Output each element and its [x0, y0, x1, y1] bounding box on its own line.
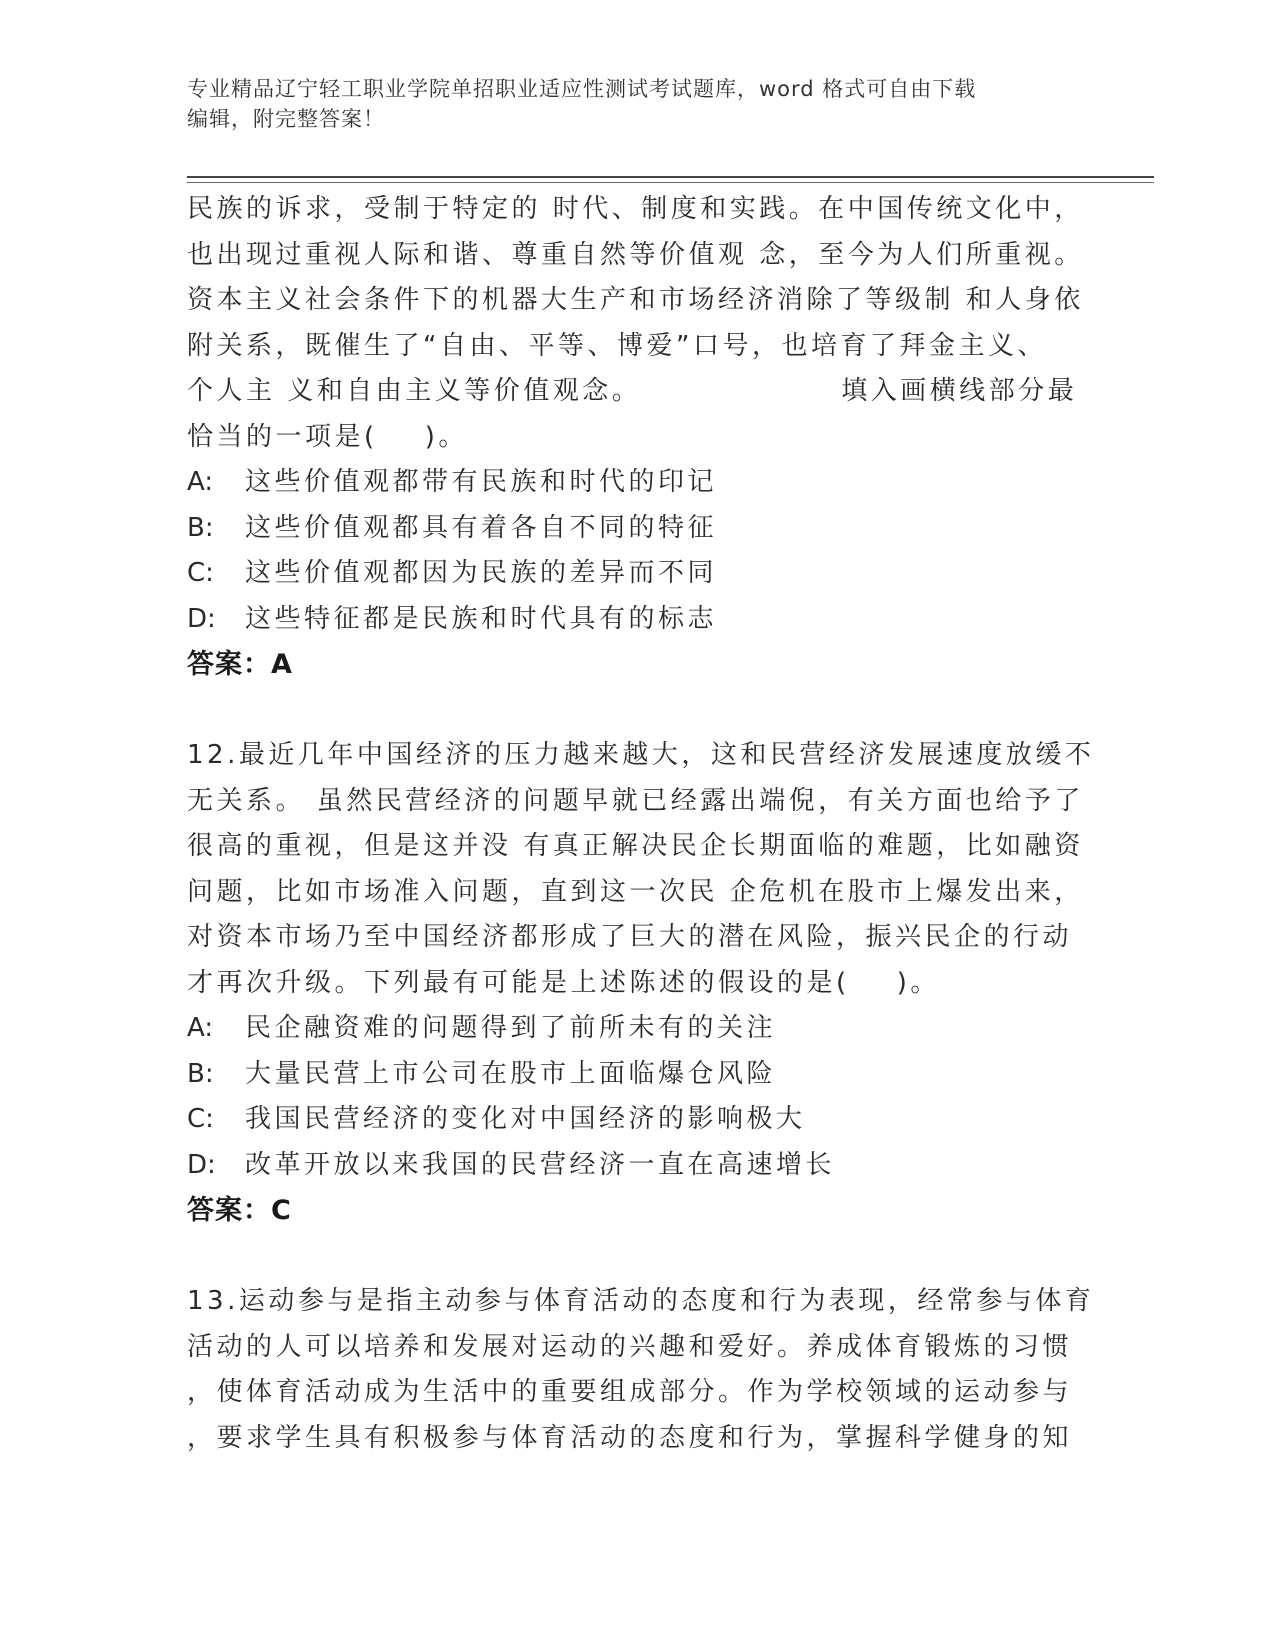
question-text-line: 资本主义社会条件下的机器大生产和市场经济消除了等级制 和人身依: [187, 285, 1084, 315]
option-text: 改革开放以来我国的民营经济一直在高速增长: [245, 1149, 836, 1180]
question-text-line: 活动的人可以培养和发展对运动的兴趣和爱好。养成体育锻炼的习惯: [187, 1331, 1073, 1362]
option-text: 大量民营上市公司在股市上面临爆仓风险: [245, 1058, 777, 1089]
option-text: 这些价值观都因为民族的差异而不同: [245, 558, 718, 588]
option-text: 这些价值观都带有民族和时代的印记: [245, 467, 718, 497]
option-text: 民企融资难的问题得到了前所未有的关注: [245, 1013, 777, 1043]
answer: 答案：C: [187, 1195, 292, 1226]
question-11: [187, 187, 1087, 688]
option-text: 这些价值观都具有着各自不同的特征: [245, 512, 718, 543]
header-line-1: 专业精品辽宁轻工职业学院单招职业适应性测试考试题库，word 格式可自由下载: [187, 77, 977, 101]
document-body: [187, 187, 1095, 1461]
question-text-line: 12.最近几年中国经济的压力越来越大，这和民营经济发展速度放缓不: [187, 740, 1095, 770]
option-c: [187, 1097, 1087, 1143]
option-b: [187, 506, 1087, 552]
option-key: A:: [187, 1013, 214, 1043]
question-12: [187, 733, 1095, 1234]
question-text-line: 13.运动参与是指主动参与体育活动的态度和行为表现，经常参与体育: [187, 1286, 1095, 1316]
option-c: [187, 551, 1087, 597]
question-text-line: 很高的重视，但是这并没 有真正解决民企长期面临的难题，比如融资: [187, 831, 1084, 861]
question-text-line: 也出现过重视人际和谐、尊重自然等价值观 念，至今为人们所重视。: [187, 239, 1084, 270]
question-text-line: 民族的诉求，受制于特定的 时代、制度和实践。在中国传统文化中，: [187, 194, 1084, 224]
option-b: [187, 1052, 1087, 1098]
question-text-line: 无关系。 虽然民营经济的问题早就已经露出端倪，有关方面也给予了: [187, 785, 1084, 816]
page-header: [187, 74, 1067, 134]
spacer: [187, 1234, 1087, 1280]
option-key: B:: [187, 512, 214, 543]
question-13: [187, 1279, 1095, 1461]
option-key: C:: [187, 558, 214, 588]
question-text-line: 附关系，既催生了“自由、平等、博爱”口号，也培育了拜金主义、: [187, 330, 1047, 361]
option-key: D:: [187, 603, 216, 634]
option-key: A:: [187, 467, 214, 497]
question-text-line: 问题，比如市场准入问题，直到这一次民 企危机在股市上爆发出来，: [187, 876, 1084, 907]
question-text-line: 对资本市场乃至中国经济都形成了巨大的潜在风险，振兴民企的行动: [187, 922, 1073, 952]
option-key: D:: [187, 1149, 216, 1180]
option-text: 我国民营经济的变化对中国经济的影响极大: [245, 1104, 806, 1134]
question-text-line: ，使体育活动成为生活中的重要组成部分。作为学校领域的运动参与: [187, 1377, 1073, 1407]
option-key: B:: [187, 1058, 214, 1089]
header-line-2: 编辑，附完整答案！: [187, 107, 385, 131]
question-text-line: 才再次升级。下列最有可能是上述陈述的假设的是( )。: [187, 967, 940, 998]
option-text: 这些特征都是民族和时代具有的标志: [245, 603, 718, 634]
answer: 答案：A: [187, 649, 293, 680]
option-d: [187, 597, 1087, 643]
header-divider-thin: [187, 182, 1154, 183]
spacer: [187, 688, 1087, 734]
header-divider-thick: [187, 176, 1154, 178]
question-text-line: 个人主 义和自由主义等价值观念。 填入画横线部分最: [187, 376, 1078, 406]
option-a: [187, 1006, 1087, 1052]
question-text-line: ，要求学生具有积极参与体育活动的态度和行为，掌握科学健身的知: [187, 1422, 1073, 1453]
option-a: [187, 460, 1087, 506]
option-key: C:: [187, 1104, 214, 1134]
option-d: [187, 1143, 1087, 1189]
question-text-line: 恰当的一项是( )。: [187, 421, 468, 452]
